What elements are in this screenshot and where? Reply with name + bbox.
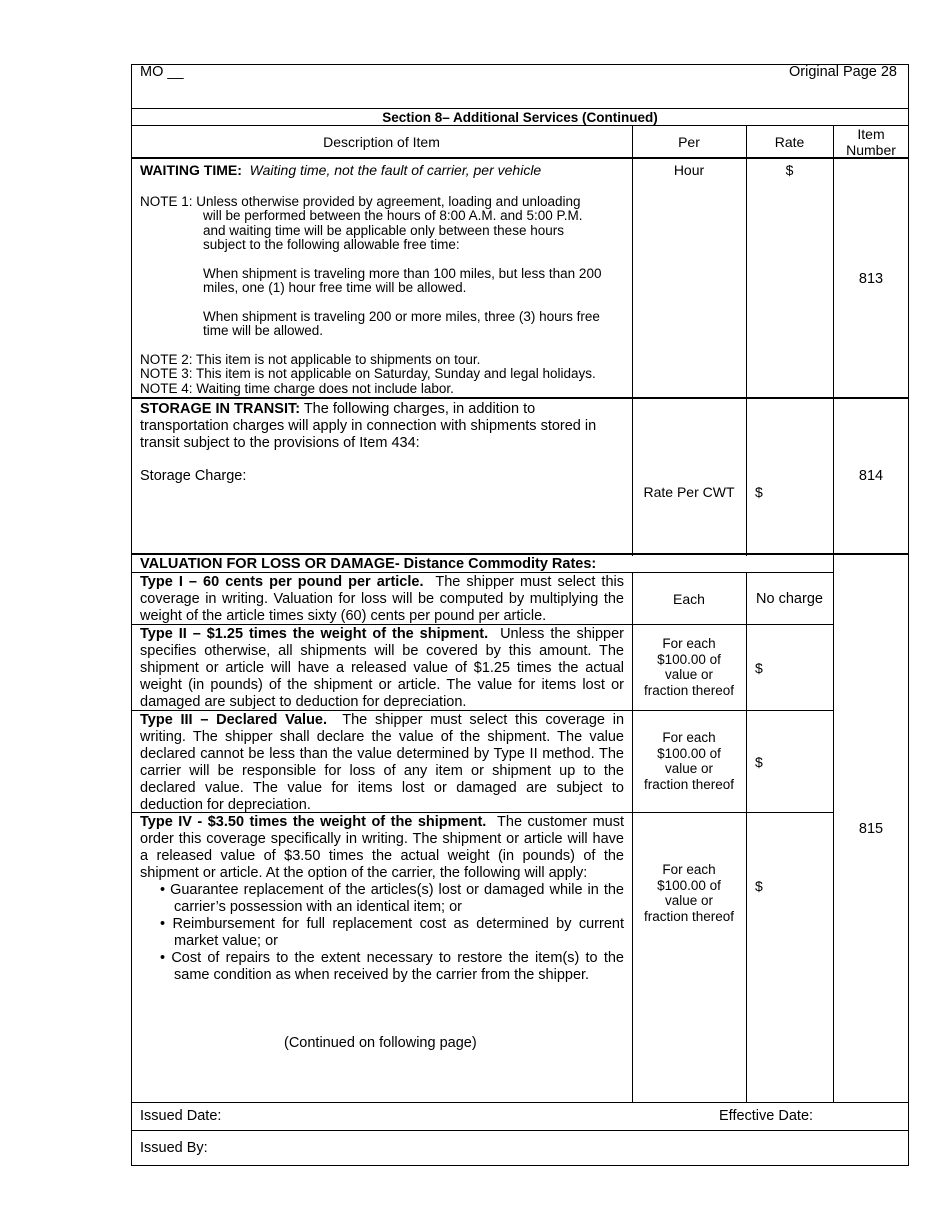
footer-divider	[131, 1102, 909, 1103]
type3-per-line4: fraction thereof	[643, 776, 735, 792]
storage-line1-text: The following charges, in addition to	[303, 401, 536, 417]
note4: NOTE 4: Waiting time charge does not include labor.	[140, 381, 454, 396]
waiting-item-number: 813	[858, 271, 884, 287]
type4-bullet2-text: Reimbursement for full replacement cost as determined by current market value; or	[172, 916, 625, 949]
type4-per-line2: $100.00 of	[657, 877, 721, 893]
valuation-heading-divider	[131, 572, 833, 573]
type3-per-line1: For each	[662, 730, 716, 745]
type1-description	[140, 574, 624, 625]
type1-per: Each	[673, 591, 705, 607]
type4-per-line3: value or	[664, 893, 714, 908]
col-line-rate-a	[746, 125, 747, 556]
type4-rate: $	[755, 878, 763, 894]
storage-line1	[140, 401, 535, 418]
col-rate: Rate	[774, 134, 805, 150]
mo-label: MO __	[140, 64, 184, 80]
footer-divider-2	[131, 1130, 909, 1131]
type2-title: Type II – $1.25 times the weight of the shipment.	[140, 626, 489, 642]
type2-description	[140, 626, 624, 711]
type2-per-line4: fraction thereof	[643, 682, 735, 698]
type4-text: The customer must order this coverage specifically in writing. The shipment or article will have a released value of $3.50 times the actual weight (in pounds) of the shipment or article. At the option of the carrier, the following will apply:	[140, 814, 625, 881]
waiting-per: Hour	[673, 162, 705, 178]
type4-bullet1-text: Guarantee replacement of the articles(s) lost or damaged while in the carrier’s possession with an identical item; or	[170, 882, 624, 915]
type2-rate: $	[755, 660, 763, 676]
note1-line4: subject to the following allowable free time:	[203, 237, 460, 252]
type3-divider	[131, 812, 833, 813]
type3-per-line3: value or	[664, 761, 714, 776]
type3-description	[140, 712, 624, 814]
section-title: Section 8– Additional Services (Continued)	[382, 110, 658, 125]
issued-by-label: Issued By:	[140, 1140, 208, 1156]
type1-title: Type I – 60 cents per pound per article.	[140, 574, 424, 590]
col-description: Description of Item	[323, 134, 440, 150]
waiting-title-line	[140, 162, 541, 179]
valuation-item-number: 815	[858, 821, 884, 837]
storage-line2: transportation charges will apply in connection with shipments stored in	[140, 418, 597, 434]
storage-title: STORAGE IN TRANSIT:	[140, 401, 301, 417]
type3-per-line2: $100.00 of	[657, 745, 721, 761]
storage-per: Rate Per CWT	[643, 484, 735, 500]
storage-item-number: 814	[858, 468, 884, 484]
type1-rate: No charge	[756, 591, 823, 607]
storage-charge-label: Storage Charge:	[140, 468, 247, 484]
type2-text: Unless the shipper specifies otherwise, all shipments will be covered by this amount. The shipment or article will have a released value of $1.25 times the actual weight (in pounds) of the shipment or article. The value for items lost or damaged are subject to deduction for depreciation.	[140, 626, 625, 710]
col-item	[833, 126, 909, 158]
issued-date-label: Issued Date:	[140, 1108, 222, 1124]
waiting-title: WAITING TIME:	[140, 162, 242, 178]
waiting-divider	[131, 397, 909, 399]
note3: NOTE 3: This item is not applicable on Saturday, Sunday and legal holidays.	[140, 366, 596, 381]
free-time-para2-line1: When shipment is traveling 200 or more miles, three (3) hours free	[203, 309, 600, 324]
storage-divider	[131, 553, 909, 555]
type2-per	[632, 636, 746, 698]
col-item-line1: Item	[857, 126, 885, 142]
free-time-para2-line2: time will be allowed.	[203, 323, 324, 338]
type2-per-line3: value or	[664, 667, 714, 682]
note1-line3: and waiting time will be applicable only between these hours	[203, 223, 564, 238]
type4-bullet3-text: Cost of repairs to the extent necessary to restore the item(s) to the same condition as when received by the carrier from the shipper.	[171, 950, 624, 983]
note1-line1: NOTE 1: Unless otherwise provided by agreement, loading and unloading	[140, 194, 581, 209]
type1-text: The shipper must select this coverage in writing. Valuation for loss will be computed by multiplying the weight of the article times sixty (60) cents per pound per article.	[140, 574, 624, 624]
type2-per-line1: For each	[662, 636, 716, 651]
effective-date-label: Effective Date:	[719, 1108, 814, 1124]
type4-bullet3: • Cost of repairs to the extent necessary to restore the item(s) to the same condition as when received by the carrier from the shipper.	[160, 950, 624, 983]
continued-note: (Continued on following page)	[284, 1035, 477, 1051]
note2: NOTE 2: This item is not applicable to shipments on tour.	[140, 352, 481, 367]
type2-per-line2: $100.00 of	[657, 651, 721, 667]
type2-divider	[131, 710, 833, 711]
type3-rate: $	[755, 754, 763, 770]
type3-text: The shipper must select this coverage in writing. The shipper shall declare the value of the shipment. The value declared cannot be less than the value determined by Type II method. The carrier will be responsible for loss of any item or shipment up to the declared value. The value for items lost or damaged are subject to deduction for depreciation.	[140, 712, 625, 813]
free-time-para1-line2: miles, one (1) hour free time will be allowed.	[203, 280, 467, 295]
type4-per-line4: fraction thereof	[643, 908, 735, 924]
type4-per	[632, 862, 746, 924]
storage-rate: $	[755, 484, 763, 500]
type1-divider	[131, 624, 833, 625]
waiting-rate: $	[785, 162, 794, 178]
waiting-subtitle: Waiting time, not the fault of carrier, per vehicle	[249, 162, 542, 178]
type4-bullet2: • Reimbursement for full replacement cost as determined by current market value; or	[160, 916, 625, 949]
valuation-heading: VALUATION FOR LOSS OR DAMAGE- Distance Commodity Rates:	[140, 556, 597, 572]
free-time-para1-line1: When shipment is traveling more than 100 miles, but less than 200	[203, 266, 602, 281]
col-per: Per	[678, 134, 700, 150]
storage-line3: transit subject to the provisions of Item 434:	[140, 435, 420, 451]
note1-line2: will be performed between the hours of 8:00 A.M. and 5:00 P.M.	[203, 208, 583, 223]
type3-per	[632, 730, 746, 792]
title-divider	[131, 125, 909, 126]
col-line-rate-b	[746, 572, 747, 1103]
column-header-divider	[131, 157, 909, 159]
type4-title: Type IV - $3.50 times the weight of the shipment.	[140, 814, 487, 830]
type4-per-line1: For each	[662, 862, 716, 877]
type4-description	[140, 814, 624, 882]
type3-title: Type III – Declared Value.	[140, 712, 328, 728]
page-number: Original Page 28	[788, 64, 897, 80]
col-item-line2: Number	[846, 142, 896, 158]
type4-bullet1: • Guarantee replacement of the articles(s) lost or damaged while in the carrier’s possession with an identical item; or	[160, 882, 624, 915]
